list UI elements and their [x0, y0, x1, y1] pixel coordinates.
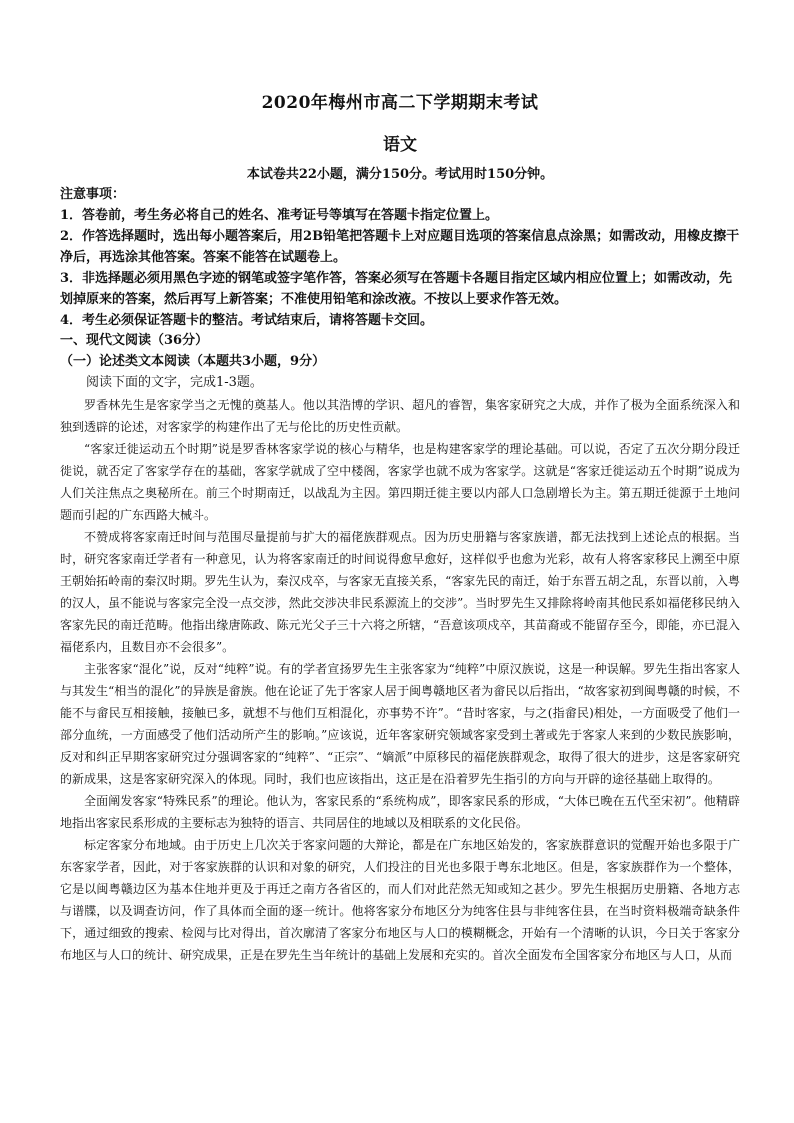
passage-paragraph: 不赞成将客家南迁时间与范围尽量提前与扩大的福佬族群观点。因为历史册籍与客家族谱，都无法找到上述论点的根据。当时，研究客家南迁学者有一种意见，认为将客家南迁的时间说得愈早愈好，这样似乎也愈为光彩，故有人将客家移民上溯至中原王朝始拓岭南的秦汉时期。罗先生认为，秦汉戍卒，与客家无直接关系，“客家先民的南迁，始于东晋五胡之乱，东晋以前，入粤的汉人，虽不能说与客家完全没一点交涉，然此交涉决非民系源流上的交涉”。当时罗先生又排除将岭南其他民系如福佬移民纳入客家先民的南迁范畴。他指出缘唐陈政、陈元光父子三十六将之所辖，“吾意该项戍卒，其苗裔或不能留存至今，即能，亦已混入福佬系内，且数目亦不会很多”。	[60, 530, 740, 654]
notes-block	[60, 184, 740, 331]
passage-paragraph: 标定客家分布地域。由于历史上几次关于客家问题的大辩论，都是在广东地区始发的，客家族群意识的觉醒开始也多限于广东客家学者，因此，对于客家族群的认识和对象的研究，人们投注的目光也多限于粤东北地区。但是，客家族群作为一个整体，它是以闽粤赣边区为基本住地并更及于再迁之南方各省区的，而人们对此茫然无知或知之甚少。罗先生根据历史册籍、各地方志与谱牒，以及调查访问，作了具体而全面的逐一统计。他将客家分布地区分为纯客住县与非纯客住县，在当时资料极端奇缺条件下，通过细致的搜索、检阅与比对得出，首次廓清了客家分布地区与人口的模糊概念，开始有一个清晰的认识，今日关于客家分布地区与人口的统计、研究成果，正是在罗先生当年统计的基础上发展和充实的。首次全面发布全国客家分布地区与人口，从而	[60, 838, 740, 962]
exam-title: 2020年梅州市高二下学期期末考试	[261, 93, 539, 113]
reading-instruction: 阅读下面的文字，完成1-3题。	[86, 375, 263, 390]
passage-paragraph: “客家迁徙运动五个时期”说是罗香林客家学说的核心与精华，也是构建客家学的理论基础。可以说，否定了五次分期分段迁徙说，就否定了客家学存在的基础，客家学就成了空中楼阁，客家学也就不成为客家学。这就是“客家迁徙运动五个时期”说成为人们关注焦点之奥秘所在。前三个时期南迁，以战乱为主因。第四期迁徙主要以内部人口急剧增长为主。第五期迁徙源于土地问题而引起的广东西路大械斗。	[60, 442, 740, 522]
note-item: 4．考生必须保证答题卡的整洁。考试结束后，请将答题卡交回。	[60, 313, 434, 328]
passage-paragraph: 主张客家“混化”说，反对“纯粹”说。有的学者宣扬罗先生主张客家为“纯粹”中原汉族说，这是一种误解。罗先生指出客家人与其发生“相当的混化”的异族是畲族。他在论证了先于客家人居于闽粤赣地区者为畲民以后指出，“故客家初到闽粤赣的时候，不能不与畲民互相接触，接触已多，就想不与他们互相混化，亦事势不许”。“昔时客家，与之(指畲民)相处，一方面吸受了他们一部分血统，一方面感受了他们活动所产生的影响。”应该说，近年客家研究领域客家受到土著或先于客家人来到的少数民族影响，反对和纠正早期客家研究过分强调客家的“纯粹”、“正宗”、“嫡派”中原移民的福佬族群观念，取得了很大的进步，这是客家研究的新成果，这是客家研究深入的体现。同时，我们也应该指出，这正是在沿着罗先生指引的方向与开辟的途径基础上取得的。	[60, 662, 740, 786]
notes-heading: 注意事项：	[60, 187, 126, 202]
sub-section-title: （一）论述类文本阅读（本题共3小题，9分）	[60, 354, 326, 369]
note-item: 1．答卷前，考生务必将自己的姓名、准考证号等填写在答题卡指定位置上。	[60, 208, 499, 223]
part-title: 一、现代文阅读（36分）	[60, 333, 209, 348]
note-item: 2．作答选择题时，选出每小题答案后，用2B铅笔把答题卡上对应题目选项的答案信息点涂黑；如需改动，用橡皮擦干净后，再选涂其他答案。答案不能答在试题卷上。	[60, 229, 740, 265]
note-item: 3．非选择题必须用黑色字迹的钢笔或签字笔作答，答案必须写在答题卡各题目指定区域内相应位置上；如需改动，先划掉原来的答案，然后再写上新答案；不准使用铅笔和涂改液。不按以上要求作答无效。	[60, 271, 733, 307]
passage-paragraph: 罗香林先生是客家学当之无愧的奠基人。他以其浩博的学识、超凡的睿智，集客家研究之大成，并作了极为全面系统深入和独到透辟的论述，对客家学的构建作出了无与伦比的历史性贡献。	[60, 398, 740, 434]
passage	[60, 394, 740, 966]
exam-info: 本试卷共22小题，满分150分。考试用时150分钟。	[246, 167, 554, 182]
subject-title: 语文	[383, 135, 417, 155]
passage-paragraph: 全面阐发客家“特殊民系”的理论。他认为，客家民系的“系统构成”，即客家民系的形成，“大体已晚在五代至宋初”。他精辟地指出客家民系形成的主要标志为独特的语言、共同居住的地域以及相联系的文化民俗。	[60, 794, 740, 830]
